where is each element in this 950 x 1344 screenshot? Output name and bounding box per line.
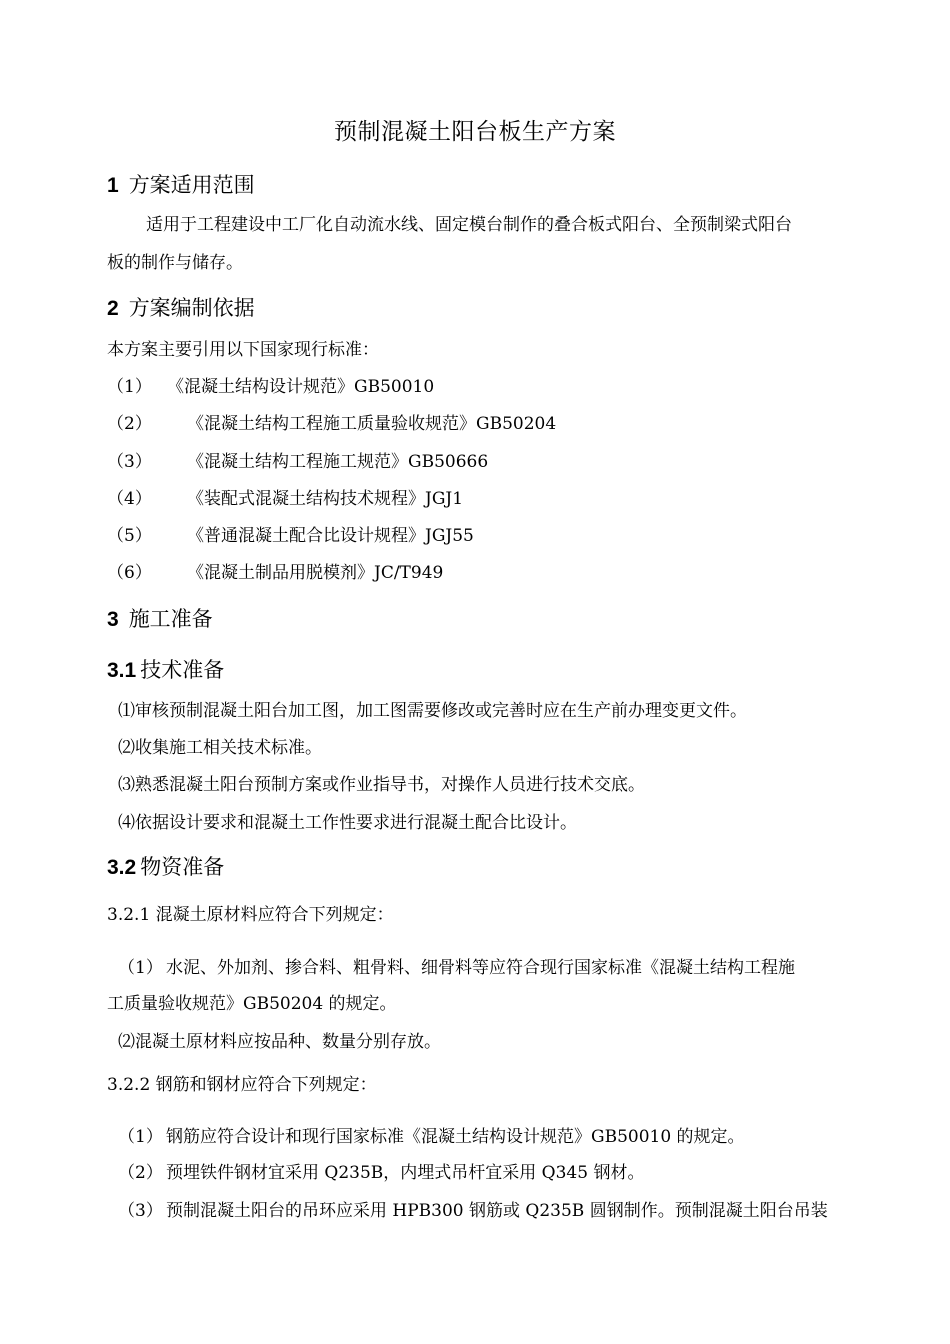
section-number: 2 [107, 297, 119, 320]
section-title: 施工准备 [128, 607, 213, 631]
section-2-intro: 本方案主要引用以下国家现行标准： [107, 340, 379, 360]
reference-text: 《混凝土结构工程施工规范》GB50666 [187, 452, 489, 472]
item-text: 水泥、外加剂、掺合料、粗骨料、细骨料等应符合现行国家标准《混凝土结构工程施 [166, 958, 795, 978]
clause-3-2-1-item-2: ⑵混凝土原材料应按品种、数量分别存放。 [118, 1032, 441, 1052]
clause-3-2-1: 3.2.1 混凝土原材料应符合下列规定： [107, 905, 394, 925]
reference-item [107, 451, 488, 473]
section-1-paragraph-line-1: 适用于工程建设中工厂化自动流水线、固定模台制作的叠合板式阳台、全预制梁式阳台 [146, 215, 792, 235]
subsection-3-2-heading [107, 854, 224, 881]
reference-item [107, 413, 556, 435]
reference-text: 《普通混凝土配合比设计规程》JGJ55 [187, 526, 474, 546]
reference-index: （5） [107, 526, 152, 546]
section-1-heading [107, 172, 255, 199]
item-text: 预埋铁件钢材宜采用 Q235B，内埋式吊杆宜采用 Q345 钢材。 [166, 1163, 645, 1183]
reference-item [107, 562, 443, 584]
item-index: （3） [118, 1201, 163, 1221]
reference-index: （4） [107, 489, 152, 509]
subsection-title: 物资准备 [140, 855, 225, 879]
section-number: 3 [107, 608, 119, 631]
document-title: 预制混凝土阳台板生产方案 [334, 119, 616, 145]
section-1-paragraph-line-2: 板的制作与储存。 [107, 253, 243, 273]
tech-prep-item: ⑶熟悉混凝土阳台预制方案或作业指导书，对操作人员进行技术交底。 [118, 775, 645, 795]
tech-prep-item: ⑷依据设计要求和混凝土工作性要求进行混凝土配合比设计。 [118, 813, 577, 833]
subsection-title: 技术准备 [140, 658, 225, 682]
clause-3-2-1-item-1-line-1 [118, 957, 795, 979]
item-index: （1） [118, 958, 163, 978]
clause-3-2-2-item [118, 1126, 745, 1148]
section-title: 方案适用范围 [128, 173, 255, 197]
reference-index: （2） [107, 414, 152, 434]
reference-text: 《混凝土结构设计规范》GB50010 [167, 377, 435, 397]
clause-3-2-2-item [118, 1162, 644, 1184]
item-index: （2） [118, 1163, 163, 1183]
reference-text: 《装配式混凝土结构技术规程》JGJ1 [187, 489, 464, 509]
clause-3-2-2: 3.2.2 钢筋和钢材应符合下列规定： [107, 1075, 377, 1095]
reference-item [107, 376, 434, 398]
reference-item [107, 525, 474, 547]
section-2-heading [107, 295, 255, 322]
section-number: 1 [107, 174, 119, 197]
reference-index: （3） [107, 452, 152, 472]
subsection-number: 3.2 [107, 856, 137, 879]
tech-prep-item: ⑵收集施工相关技术标准。 [118, 738, 322, 758]
item-text: 预制混凝土阳台的吊环应采用 HPB300 钢筋或 Q235B 圆钢制作。预制混凝土阳台吊装 [166, 1201, 828, 1221]
section-title: 方案编制依据 [128, 296, 255, 320]
reference-item [107, 488, 463, 510]
subsection-3-1-heading [107, 657, 224, 684]
item-text: 钢筋应符合设计和现行国家标准《混凝土结构设计规范》GB50010 的规定。 [166, 1127, 745, 1147]
reference-text: 《混凝土制品用脱模剂》JC/T949 [187, 563, 444, 583]
tech-prep-item: ⑴审核预制混凝土阳台加工图，加工图需要修改或完善时应在生产前办理变更文件。 [118, 701, 747, 721]
reference-text: 《混凝土结构工程施工质量验收规范》GB50204 [187, 414, 557, 434]
clause-3-2-2-item [118, 1200, 828, 1222]
subsection-number: 3.1 [107, 659, 137, 682]
item-index: （1） [118, 1127, 163, 1147]
clause-3-2-1-item-1-line-2: 工质量验收规范》GB50204 的规定。 [107, 994, 397, 1014]
reference-index: （1） [107, 377, 152, 397]
reference-index: （6） [107, 563, 152, 583]
section-3-heading [107, 606, 213, 633]
